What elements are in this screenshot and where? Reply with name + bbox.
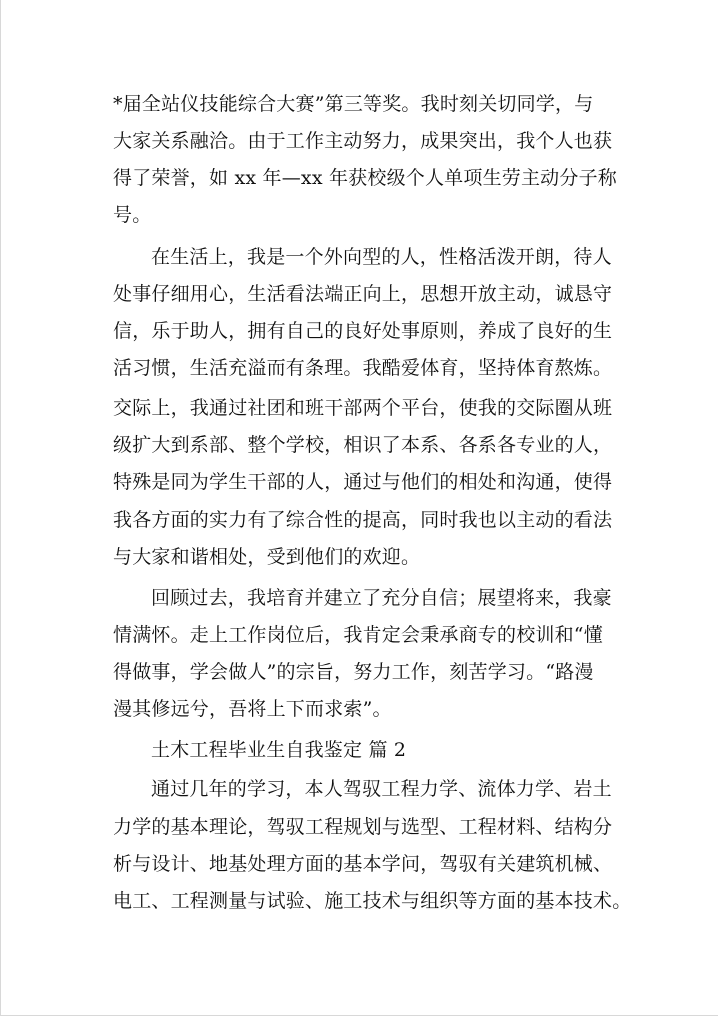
- text-line: 级扩大到系部、整个学校，相识了本系、各系各专业的人，: [113, 434, 613, 456]
- section-heading: 土木工程毕业生自我鉴定 篇 2: [151, 739, 407, 761]
- text-line: 得做事，学会做人”的宗旨，努力工作，刻苦学习。“路漫: [113, 661, 594, 683]
- paragraph-first-line: 通过几年的学习，本人驾驭工程力学、流体力学、岩土: [151, 778, 612, 800]
- text-line: 电工、工程测量与试验、施工技术与组织等方面的基本技术。: [113, 890, 632, 912]
- paragraph-first-line: 在生活上，我是一个外向型的人，性格活泼开朗，待人: [151, 246, 612, 268]
- text-line: 漫其修远兮，吾将上下而求索”。: [113, 698, 392, 720]
- text-line: 特殊是同为学生干部的人，通过与他们的相处和沟通，使得: [113, 471, 613, 493]
- text-line: 大家关系融洽。由于工作主动努力，成果突出，我个人也获: [113, 130, 613, 152]
- paragraph-first-line: 回顾过去，我培育并建立了充分自信；展望将来，我豪: [151, 587, 612, 609]
- text-line: 析与设计、地基处理方面的基本学问，驾驭有关建筑机械、: [113, 853, 613, 875]
- text-line: 号。: [113, 204, 152, 226]
- text-line: 信，乐于助人，拥有自己的良好处事原则，养成了良好的生: [113, 320, 613, 342]
- text-line: 我各方面的实力有了综合性的提高，同时我也以主动的看法: [113, 509, 613, 531]
- text-line: 活习惯，生活充溢而有条理。我酷爱体育，坚持体育熬炼。: [113, 357, 613, 379]
- text-line: 与大家和谐相处，受到他们的欢迎。: [113, 546, 421, 568]
- text-line: 得了荣誉，如 xx 年—xx 年获校级个人单项生劳主动分子称: [113, 167, 617, 189]
- text-line: 情满怀。走上工作岗位后，我肯定会秉承商专的校训和“懂: [113, 624, 603, 646]
- text-line: *届全站仪技能综合大赛”第三等奖。我时刻关切同学，与: [113, 93, 594, 115]
- text-line: 力学的基本理论，驾驭工程规划与选型、工程材料、结构分: [113, 816, 613, 838]
- text-line: 交际上，我通过社团和班干部两个平台，使我的交际圈从班: [113, 397, 613, 419]
- text-line: 处事仔细用心，生活看法端正向上，思想开放主动，诚恳守: [113, 283, 613, 305]
